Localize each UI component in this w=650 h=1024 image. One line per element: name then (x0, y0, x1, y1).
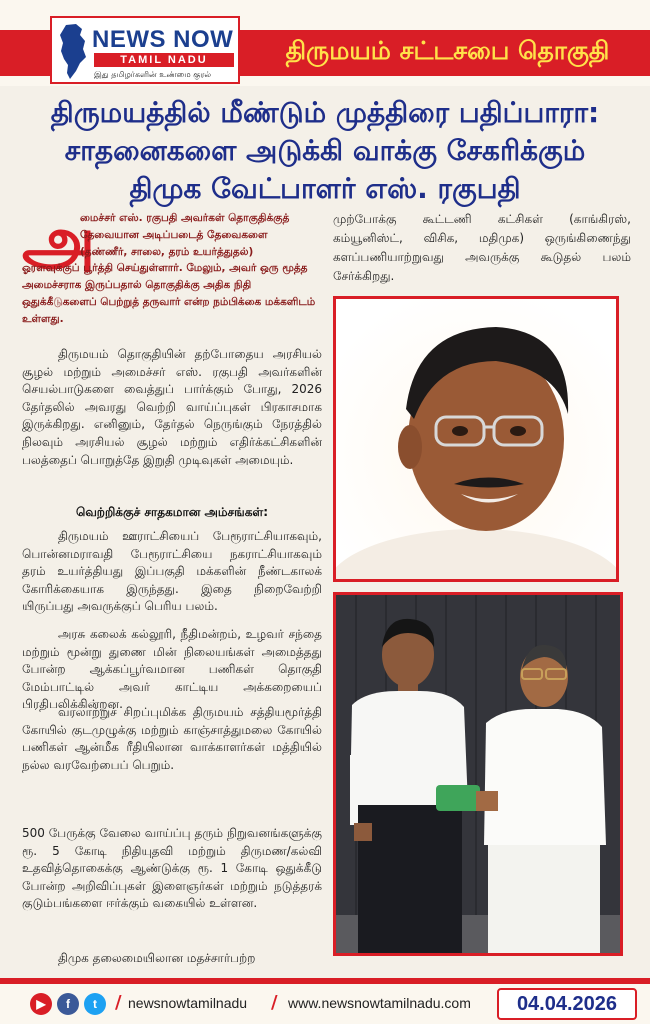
logo-main-text: NEWS NOW (92, 26, 234, 53)
paragraph-3: அரசு கலைக் கல்லூரி, நீதிமன்றம், உழவர் சந்தை மற்றும் மூன்று துணை மின் நிலையங்கள் அமைத்தது போன்ற ஆக்கப்பூர்வமான பணிகள் தொகுதி மேம்பாட்டில் அவர் காட்டிய அக்கறையைப் பிரதிபலிக்கின்றன. (22, 627, 322, 712)
lead-line-2: தேவையான அடிப்படைத் தேவைகளை (80, 228, 268, 241)
masthead (0, 0, 650, 86)
logo-tagline: இது தமிழர்களின் உண்மை குரல் (94, 70, 212, 79)
subheading-advantages: வெற்றிக்குச் சாதகமான அம்சங்கள்: (75, 505, 268, 519)
meeting-illustration (336, 595, 620, 953)
publication-date: 04.04.2026 (497, 988, 637, 1020)
youtube-icon[interactable]: ▶ (30, 993, 52, 1015)
right-column-paragraph: முற்போக்கு கூட்டணி கட்சிகள் (காங்கிரஸ், கம்யூனிஸ்ட், விசிக, மதிமுக) ஒருங்கிணைந்து களப்பணியாற்றுவது அவருக்கு கூடுதல் பலம் சேர்க்கிறது. (333, 212, 631, 283)
section-title: திருமயம் சட்டசபை தொகுதி (285, 36, 610, 65)
tamil-nadu-map-icon (58, 23, 88, 81)
headline (10, 94, 640, 208)
candidate-meeting-photo (333, 592, 623, 956)
footer-separator: / (115, 992, 122, 1013)
lead-line-3: (தண்ணீர், சாலை, தரம் உயர்த்துதல்) (80, 245, 254, 258)
footer (0, 978, 650, 1024)
paragraph-2: திருமயம் ஊராட்சியைப் பேரூராட்சியாகவும், பொன்னமராவதி பேரூராட்சியை நகராட்சியாகவும் தரம் உயர்த்தியது இப்பகுதி மக்களின் நீண்டகாலக் கோரிக்கையாக இருந்தது. இதை நிறைவேற்றி யிருப்பது அவருக்குப் பெரிய பலம். (22, 529, 322, 614)
website-link[interactable]: www.newsnowtamilnadu.com (288, 995, 471, 1011)
paragraph-1: திருமயம் தொகுதியின் தற்போதைய அரசியல் சூழல் மற்றும் அமைச்சர் எஸ். ரகுபதி அவர்களின் செயல்பாடுகளை வைத்துப் பார்க்கும் போது, 2026 தேர்தலில் அவரது வெற்றி வாய்ப்புகள் பிரகாசமாக இருக்கிறது. எனினும், தேர்தல் நெருங்கும் நேரத்தில் நிலவும் அரசியல் சூழல் மற்றும் எதிர்க்கட்சிகளின் பலத்தைப் பொறுத்தே இறுதி முடிவுகள் அமையும். (22, 347, 322, 467)
dropcap-letter: அ (22, 202, 96, 279)
headline-line-1: திருமயத்தில் மீண்டும் முத்திரை பதிப்பாரா: (50, 96, 600, 129)
candidate-portrait-photo (333, 296, 619, 582)
news-now-logo[interactable] (50, 16, 240, 84)
paragraph-5: 500 பேருக்கு வேலை வாய்ப்பு தரும் நிறுவனங்களுக்கு ரூ. 5 கோடி நிதியுதவி மற்றும் திருமண/கல்வி உதவித்தொகைக்கு ஆண்டுக்கு ரூ. 1 கோடி ஒதுக்கீடு போன்ற அறிவிப்புகள் இளைஞர்கள் மற்றும் நடுத்தரக் குடும்பங்களை ஈர்க்கும் வகையில் உள்ளன. (22, 826, 322, 911)
portrait-illustration (336, 299, 616, 579)
paragraph-4: வரலாற்றுச் சிறப்புமிக்க திருமயம் சத்தியமூர்த்தி கோயில் குடமுழுக்கு மற்றும் காஞ்சாத்துமலை கோயில் பணிகள் ஆன்மீக ரீதியிலான வாக்காளர்கள் மத்தியில் நல்ல வரவேற்பைப் பெறும். (22, 705, 322, 772)
lead-paragraph (22, 202, 322, 328)
social-handle-link[interactable]: newsnowtamilnadu (128, 995, 248, 1011)
footer-separator: / (271, 992, 278, 1013)
twitter-icon[interactable]: t (84, 993, 106, 1015)
lead-line-1: மைச்சர் எஸ். ரகுபதி அவர்கள் தொகுதிக்குத் (80, 212, 290, 224)
paragraph-6: திமுக தலைமையிலான மதச்சார்பற்ற (58, 951, 256, 965)
lead-rest: ஓரளவுக்குப் பூர்த்தி செய்துள்ளார். மேலும், அவர் ஒரு மூத்த அமைச்சராக இருப்பதால் தொகுதிக்கு அதிக நிதி ஒதுக்கீடுகளைப் பெற்றுத் தருவார் என்ற நம்பிக்கை மக்களிடம் உள்ளது. (22, 262, 316, 325)
facebook-icon[interactable]: f (57, 993, 79, 1015)
headline-line-3: திமுக வேட்பாளர் எஸ். ரகுபதி (129, 172, 521, 205)
logo-sub-text: TAMIL NADU (94, 53, 234, 67)
headline-line-2: சாதனைகளை அடுக்கி வாக்கு சேகரிக்கும் (64, 134, 586, 167)
